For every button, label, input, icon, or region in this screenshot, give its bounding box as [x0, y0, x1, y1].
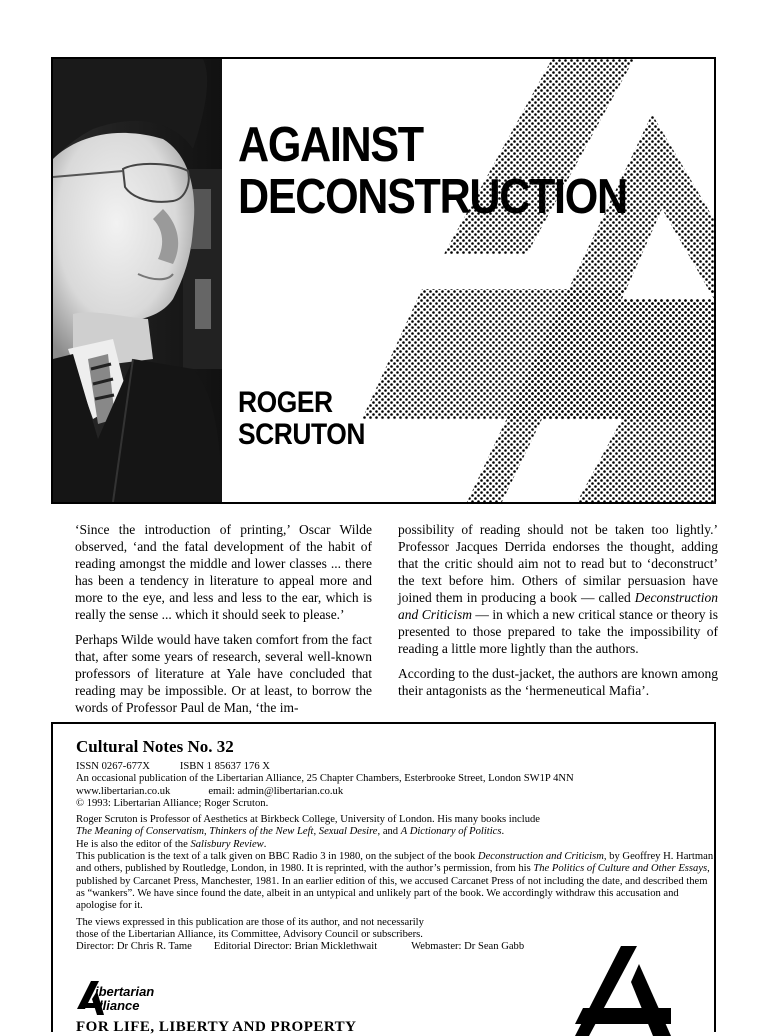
logo-text-line-2: lliance: [99, 998, 140, 1013]
book-title: Deconstruction and Criticism: [398, 590, 718, 622]
publication-note: [76, 851, 714, 912]
author-last-name: SCRUTON: [238, 418, 365, 451]
logo-text-line-1: ibertarian: [95, 984, 155, 999]
la-large-mark-icon: [575, 946, 671, 1036]
book-title: The Politics of Culture and Other Essays: [533, 863, 708, 875]
disclaimer-line: those of the Libertarian Alliance, its Committee, Advisory Council or subscribers.: [76, 928, 423, 940]
director-credit: Director: Dr Chris R. Tame: [76, 941, 192, 953]
body-text: — in which a new critical stance or theory is presented to those prepared to take the impossibility of reading a little more lightly than the authors.: [398, 607, 718, 656]
libertarian-alliance-logo: [77, 981, 217, 1015]
webmaster-credit: Webmaster: Dr Sean Gabb: [411, 941, 525, 953]
bio-book: A Dictionary of Politics: [400, 826, 502, 838]
article-title: [238, 119, 713, 223]
contact-row: [76, 786, 714, 798]
body-column-left: [75, 521, 372, 724]
website-link[interactable]: www.libertarian.co.uk: [76, 785, 171, 797]
author-name: [238, 387, 365, 451]
bio-text: He is also the editor of the: [76, 838, 191, 850]
body-paragraph: According to the dust-jacket, the authors are known among their antagonists as the ‘hermeneutical Mafia’.: [398, 666, 718, 698]
body-paragraph: Perhaps Wilde would have taken comfort from the fact that, after some years of research, several well-known professors of literature at Yale have concluded that reading may be impossible. Or at least, to borrow the words of Professor Paul de Man, ‘the im-: [75, 632, 372, 715]
book-title: Deconstruction and Criticism: [477, 851, 604, 863]
identifier-row: [76, 761, 714, 773]
copyright-line: © 1993: Libertarian Alliance; Roger Scruton.: [76, 797, 269, 809]
body-column-right: [398, 521, 718, 707]
body-paragraph: ‘Since the introduction of printing,’ Oscar Wilde observed, ‘and the fatal development of the habit of reading amongst the middle and lower classes ... there has been a tendency in literature to appeal more and more to the eye, and less and less to the ear, which is really the sense ... which it should seek to please.’: [75, 522, 372, 622]
bio-text: , and: [377, 826, 401, 838]
bio-book: The Meaning of Conservatism: [76, 826, 204, 838]
disclaimer-line: The views expressed in this publication are those of its author, and not necessarily: [76, 916, 424, 928]
journal-title: Salisbury Review: [190, 838, 264, 850]
email-link[interactable]: email: admin@libertarian.co.uk: [208, 785, 344, 797]
note-text: , by Geoffrey H. Hartman and others, published by Routledge, London, in 1980. It is reprinted, with the author’s permission, from his: [76, 851, 714, 875]
bio-book: Thinkers of the New Left: [209, 826, 314, 838]
publisher-line: An occasional publication of the Libertarian Alliance, 25 Chapter Chambers, Esterbrooke Street, London SW1P 4NN: [76, 773, 574, 785]
body-text: possibility of reading should not be taken too lightly.’ Professor Jacques Derrida endorses the thought, adding that the critic should aim not to read but to ‘deconstruct’ the text before him. Others of similar persuasion have joined them in producing a book — called: [398, 522, 718, 605]
motto: FOR LIFE, LIBERTY AND PROPERTY: [76, 1019, 357, 1035]
note-text: This publication is the text of a talk given on BBC Radio 3 in 1980, on the subject of the book: [76, 851, 478, 863]
author-first-name: ROGER: [238, 386, 333, 419]
title-line-1: AGAINST: [238, 118, 423, 172]
issn: ISSN 0267-677X: [76, 761, 150, 772]
note-text: , published by Carcanet Press, Manchester, 1981. In an earlier edition of this, we accused Carcanet Press of not including the date, and described them as “wankers”. We have since found the date, albeit in an untypical and unlikely part of the book. We accordingly withdraw this accusation and apologise for it.: [76, 863, 710, 912]
bio-book: Sexual Desire: [318, 826, 378, 838]
bio-text: .: [263, 838, 267, 850]
bio-text: ,: [204, 826, 210, 838]
title-line-2: DECONSTRUCTION: [238, 170, 627, 224]
author-bio: [76, 814, 714, 851]
body-paragraph: [398, 521, 718, 657]
bio-text: ,: [313, 826, 319, 838]
publication-info-box: [51, 722, 716, 1035]
series-heading: Cultural Notes No. 32: [76, 737, 234, 756]
editorial-director-credit: Editorial Director: Brian Micklethwait: [213, 941, 378, 953]
disclaimer: [76, 917, 714, 942]
bio-text: Roger Scruton is Professor of Aesthetics at Birkbeck College, University of London. His many books include: [76, 814, 540, 826]
bio-text: .: [501, 826, 505, 838]
isbn: ISBN 1 85637 176 X: [179, 761, 270, 772]
author-portrait-photo: [53, 59, 222, 502]
cover-banner: [51, 57, 716, 504]
